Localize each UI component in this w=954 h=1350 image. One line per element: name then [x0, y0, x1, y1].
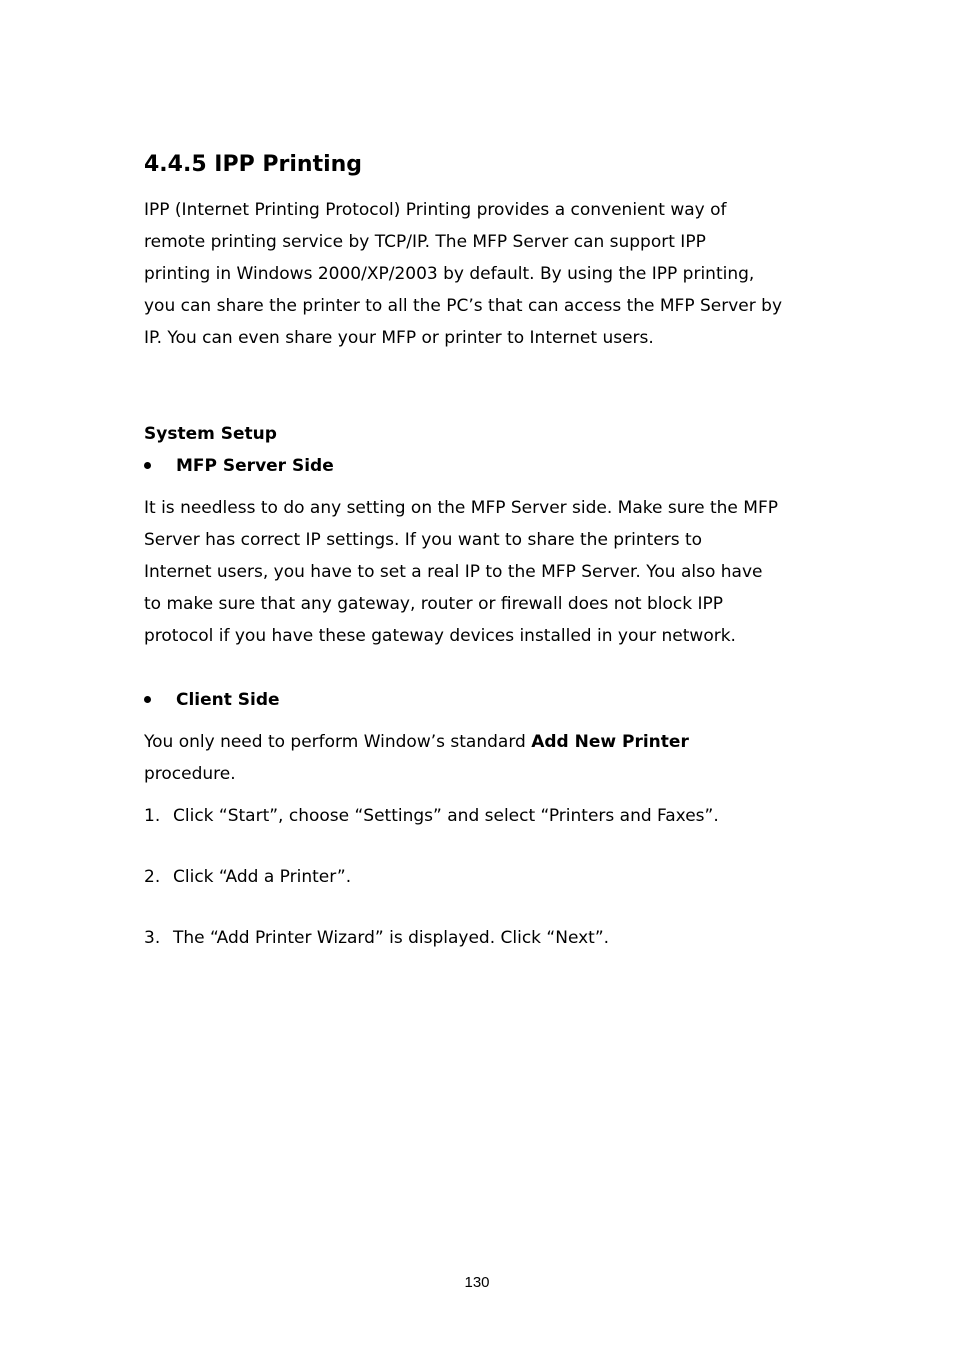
step-text: Click “Start”, choose “Settings” and select “Printers and Faxes”.: [173, 806, 719, 826]
intro-line: remote printing service by TCP/IP. The MFP Server can support IPP: [144, 232, 706, 252]
step-text: Click “Add a Printer”.: [173, 867, 352, 887]
server-side-line: Server has correct IP settings. If you want to share the printers to: [144, 530, 703, 550]
step-number: 1.: [144, 806, 161, 826]
step-number: 3.: [144, 928, 161, 948]
system-setup-heading: System Setup: [144, 424, 277, 444]
step-item: [144, 926, 609, 950]
step-item: [144, 865, 351, 889]
intro-line: IP. You can even share your MFP or printer to Internet users.: [144, 328, 654, 348]
intro-line: you can share the printer to all the PC’s that can access the MFP Server by: [144, 296, 782, 316]
server-side-line: to make sure that any gateway, router or firewall does not block IPP: [144, 594, 724, 614]
step-item: [144, 804, 719, 828]
bullet-label: Client Side: [176, 690, 280, 710]
client-intro-prefix: You only need to perform Window’s standard: [144, 732, 532, 752]
add-new-printer-term: Add New Printer: [531, 732, 689, 752]
step-number: 2.: [144, 867, 161, 887]
client-side-line: [144, 726, 824, 758]
intro-line: IPP (Internet Printing Protocol) Printing provides a convenient way of: [144, 200, 727, 220]
intro-line: printing in Windows 2000/XP/2003 by default. By using the IPP printing,: [144, 264, 755, 284]
bullet-label: MFP Server Side: [176, 456, 334, 476]
server-side-paragraph: [144, 492, 824, 652]
bullet-dot-icon: [144, 696, 151, 703]
server-side-line: It is needless to do any setting on the MFP Server side. Make sure the MFP: [144, 498, 778, 518]
step-text: The “Add Printer Wizard” is displayed. Click “Next”.: [173, 928, 610, 948]
section-title: 4.4.5 IPP Printing: [144, 152, 363, 177]
intro-paragraph: [144, 194, 824, 354]
server-side-line: protocol if you have these gateway devices installed in your network.: [144, 626, 736, 646]
client-side-paragraph: [144, 726, 824, 790]
page-number: 130: [464, 1274, 490, 1291]
client-side-line: procedure.: [144, 764, 236, 784]
server-side-line: Internet users, you have to set a real IP to the MFP Server. You also have: [144, 562, 763, 582]
bullet-dot-icon: [144, 462, 151, 469]
